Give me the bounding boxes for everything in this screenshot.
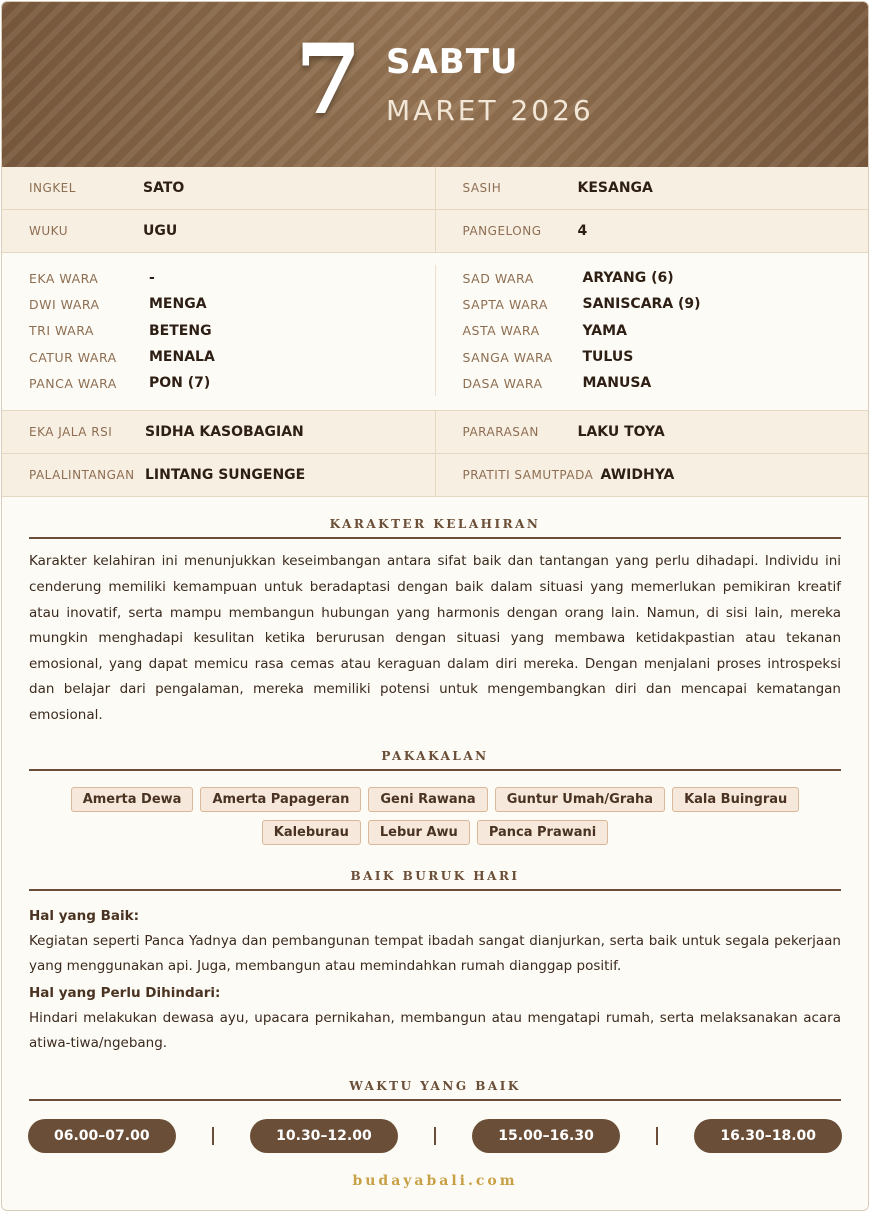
wara-value: YAMA <box>582 322 627 339</box>
wara-row <box>436 370 869 396</box>
wara-row <box>436 318 869 344</box>
info-label: PARARASAN <box>462 425 539 440</box>
wara-row <box>2 291 435 317</box>
wara-value: MENGA <box>149 296 207 313</box>
info-value: LINTANG SUNGENGE <box>145 467 306 484</box>
wara-value: MENALA <box>149 349 215 366</box>
info-label: PRATITI SAMUTPADA <box>462 468 594 483</box>
section-title: KARAKTER KELAHIRAN <box>29 517 841 539</box>
pakakalan-tag: Lebur Awu <box>368 820 470 845</box>
info-label: WUKU <box>29 224 68 238</box>
wara-row <box>436 291 869 317</box>
good-text: Kegiatan seperti Panca Yadnya dan pembangunan tempat ibadah sangat dianjurkan, serta baik untuk segala pekerjaan yang menggunakan api. Juga, membangun atau memindahkan rumah dianggap positif. <box>29 932 841 975</box>
pakakalan-tag: Kala Buingrau <box>672 787 799 812</box>
section-title: WAKTU YANG BAIK <box>29 1079 841 1101</box>
wara-column-left <box>2 265 435 396</box>
pakakalan-tag: Guntur Umah/Graha <box>495 787 665 812</box>
info-label: SASIH <box>462 181 502 195</box>
wara-label: SAD WARA <box>462 270 534 286</box>
wara-value: TULUS <box>582 349 634 366</box>
wara-column-right <box>435 265 869 396</box>
calendar-card <box>1 1 869 1211</box>
info-cell-palalintangan <box>2 454 435 496</box>
divider <box>212 1127 214 1145</box>
pakakalan-tag: Geni Rawana <box>368 787 487 812</box>
info-value: AWIDHYA <box>600 467 675 484</box>
wara-row <box>2 370 435 396</box>
footer-site-name: budayabali.com <box>352 1173 518 1190</box>
info-cell-pararasan <box>435 411 869 453</box>
info-cell-eka-jala-rsi <box>2 411 435 453</box>
info-row-palalintangan-pratiti <box>2 454 868 497</box>
section-title: BAIK BURUK HARI <box>29 869 841 891</box>
divider <box>656 1127 658 1145</box>
pakakalan-list <box>2 787 868 845</box>
wara-value: PON (7) <box>149 375 211 392</box>
info-value: LAKU TOYA <box>577 424 665 441</box>
wara-table <box>2 253 868 411</box>
wara-label: DASA WARA <box>462 375 543 391</box>
info-cell-ingkel <box>2 167 435 209</box>
time-slots <box>2 1119 868 1153</box>
wara-label: CATUR WARA <box>29 349 117 365</box>
wara-label: ASTA WARA <box>462 323 540 339</box>
pakakalan-tag: Amerta Papageran <box>200 787 361 812</box>
wara-row <box>436 265 869 291</box>
section-title: PAKAKALAN <box>29 749 841 771</box>
wara-label: TRI WARA <box>29 323 94 339</box>
info-row-ekajala-pararasan <box>2 411 868 454</box>
info-value: SIDHA KASOBAGIAN <box>145 424 304 441</box>
wara-value: SANISCARA (9) <box>582 296 701 313</box>
pakakalan-tag: Amerta Dewa <box>71 787 194 812</box>
day-number: 7 <box>295 23 362 136</box>
karakter-text: Karakter kelahiran ini menunjukkan keseimbangan antara sifat baik dan tantangan yang perlu dihadapi. Individu ini cenderung memiliki kemampuan untuk beradaptasi dengan baik dalam situasi yang memerlukan pemikiran kreatif atau inovatif, serta mampu membangun hubungan yang harmonis dengan orang lain. Namun, di sisi lain, mereka mungkin menghadapi kesulitan ketika berurusan dengan situasi yang membawa ketidakpastian atau tekanan emosional, yang dapat memicu rasa cemas atau keraguan dalam diri mereka. Dengan menjalani proses introspeksi dan belajar dari pengalaman, mereka memiliki potensi untuk mengembangkan diri dan mencapai kematangan emosional. <box>29 553 841 724</box>
info-cell-pangelong <box>435 210 869 252</box>
info-label: PANGELONG <box>462 224 542 238</box>
info-value: SATO <box>143 180 185 196</box>
time-slot-pill: 15.00–16.30 <box>472 1119 620 1153</box>
info-label: EKA JALA RSI <box>29 425 113 440</box>
avoid-text: Hindari melakukan dewasa ayu, upacara pernikahan, membangun atau mengatapi rumah, serta melaksanakan acara atiwa-tiwa/ngebang. <box>29 1009 841 1052</box>
wara-label: SANGA WARA <box>462 349 553 365</box>
wara-row <box>2 265 435 291</box>
info-cell-wuku <box>2 210 435 252</box>
pakakalan-tag: Panca Prawani <box>477 820 608 845</box>
info-label: PALALINTANGAN <box>29 468 135 483</box>
divider <box>434 1127 436 1145</box>
time-slot-pill: 06.00–07.00 <box>28 1119 176 1153</box>
wara-label: SAPTA WARA <box>462 296 548 312</box>
info-row-wuku-pangelong <box>2 210 868 253</box>
wara-value: ARYANG (6) <box>582 270 674 287</box>
wara-value: MANUSA <box>582 375 652 392</box>
info-value: UGU <box>143 223 178 239</box>
good-heading: Hal yang Baik: <box>29 907 140 924</box>
wara-value: - <box>149 270 155 287</box>
info-value: 4 <box>577 223 588 239</box>
info-row-ingkel-sasih <box>2 167 868 210</box>
wara-label: DWI WARA <box>29 296 100 312</box>
info-value: KESANGA <box>577 180 653 196</box>
karakter-section <box>2 517 868 728</box>
wara-row <box>2 344 435 370</box>
time-slot-pill: 10.30–12.00 <box>250 1119 398 1153</box>
waktu-section <box>2 1079 868 1101</box>
baik-buruk-section <box>2 869 868 1057</box>
month-year: MARET 2026 <box>386 94 594 127</box>
pakakalan-tag: Kaleburau <box>262 820 361 845</box>
wara-row <box>2 318 435 344</box>
avoid-heading: Hal yang Perlu Dihindari: <box>29 984 221 1001</box>
wara-label: EKA WARA <box>29 270 99 286</box>
wara-value: BETENG <box>149 322 212 339</box>
day-name: SABTU <box>386 42 519 82</box>
date-header <box>2 2 868 167</box>
wara-row <box>436 344 869 370</box>
time-slot-pill: 16.30–18.00 <box>694 1119 842 1153</box>
wara-label: PANCA WARA <box>29 375 117 391</box>
info-cell-pratiti-samutpada <box>435 454 869 496</box>
info-label: INGKEL <box>29 181 76 195</box>
pakakalan-section <box>2 749 868 771</box>
info-cell-sasih <box>435 167 869 209</box>
